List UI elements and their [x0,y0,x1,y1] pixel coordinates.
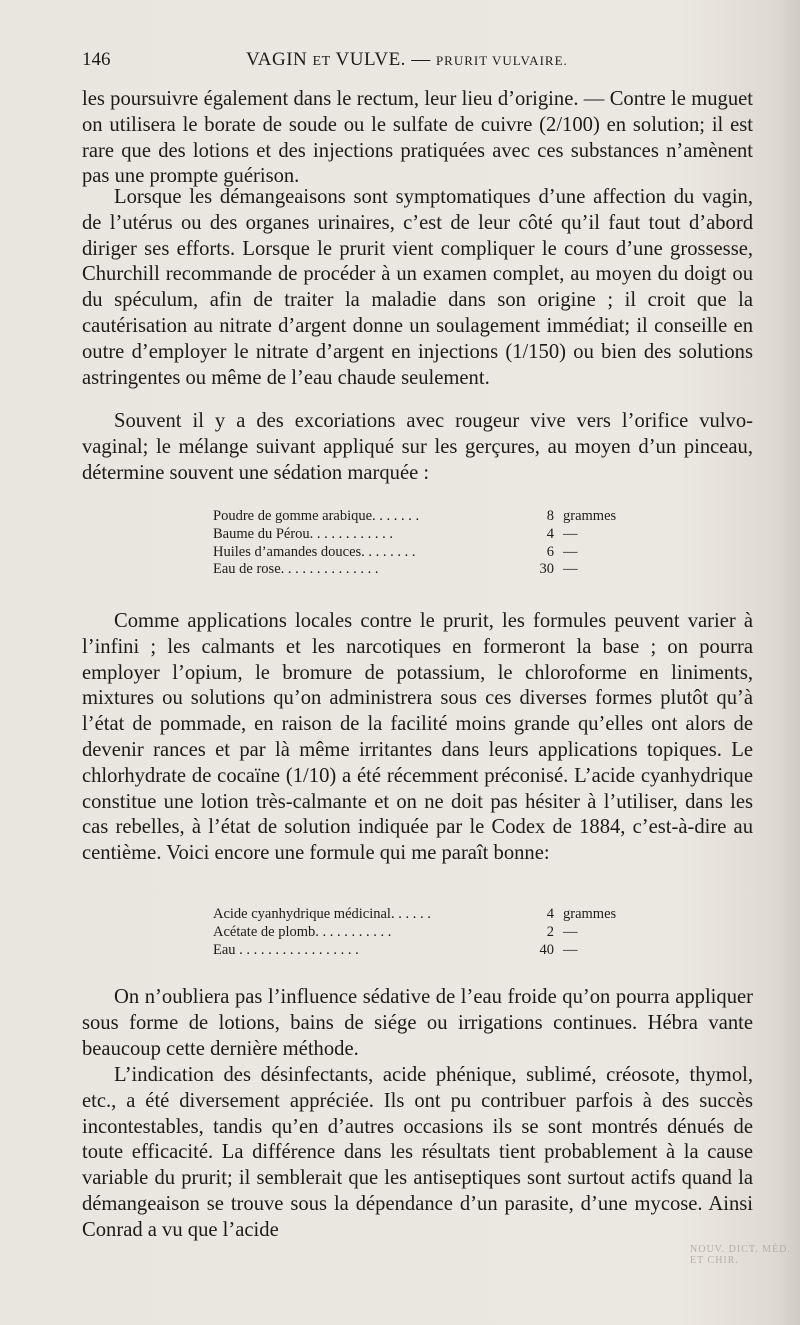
ingredient-unit: — [563,561,578,578]
ingredient-quantity: 40 [539,941,554,958]
running-head-connector: ET [312,54,331,69]
paragraph: Comme applications locales contre le prurit, les formules peuvent varier à l’infini ; les calmants et les narcotiques en formeront la base ; on pourra employer l’opium, le bromure de potassium, le chloroforme en liniments, mixtures ou solutions qu’on administrera sous ces diverses formes plutôt qu’à l’état de pommade, en raison de la facilité moins grande qu’elles ont alors de devenir rances et par là même irritantes dans leurs applications topiques. Le chlorhydrate de cocaïne (1/10) a été récemment préconisé. L’acide cyanhydrique constitue une lotion très-calmante et on ne doit pas hésiter à l’utiliser, dans les cas rebelles, à l’état de solution indiquée par le Codex de 1884, c’est-à-dire au centième. Voici encore une formule qui me paraît bonne: [82,610,753,865]
ingredient-name: Baume du Pérou. . . . . . . . . . . . [213,525,394,542]
ingredient-quantity: 30 [539,561,554,578]
formula-row [213,942,643,960]
ingredient-quantity: 2 [546,923,554,940]
page-header [82,46,762,74]
ingredient-unit: — [563,543,578,560]
ingredient-name: Eau de rose. . . . . . . . . . . . . . [213,561,379,578]
running-head-separator: — [411,49,431,70]
running-head-title-2: VULVE. [335,49,406,70]
ingredient-name: Acétate de plomb. . . . . . . . . . . [213,923,392,940]
ingredient-unit: — [563,525,578,542]
formula-row [213,544,643,562]
ingredient-quantity: 6 [546,543,554,560]
formula-row [213,508,643,526]
ingredient-quantity: 4 [546,525,554,542]
ingredient-quantity: 4 [546,906,554,922]
formula-row [213,906,643,924]
paragraph: les poursuivre également dans le rectum, leur lieu d’origine. — Contre le muguet on utilisera le borate de soude ou le sulfate de cuivre (2/100) en solution; il est rare que des lotions et des injections pratiquées avec ces substances n’amènent pas une prompte guérison. [82,88,753,188]
ingredient-unit: — [563,923,578,940]
ingredient-name: Acide cyanhydrique médicinal. . . . . . [213,906,431,922]
formula-row [213,561,643,579]
ingredient-name: Eau . . . . . . . . . . . . . . . . . [213,941,359,958]
paragraph: L’indication des désinfectants, acide phénique, sublimé, créosote, thymol, etc., a été diversement appréciée. Ils ont pu contribuer parfois à des succès incontestables, tandis qu’en d’autres occasions ils se sont montrés dénués de toute efficacité. La différence dans les résultats tient probablement à la cause variable du prurit; il semblerait que les antiseptiques sont surtout actifs quand la démangeaison se trouve sous la dépendance d’un parasite, d’une mycose. Ainsi Conrad a vu que l’acide [82,1064,753,1241]
show-through-footer: NOUV. DICT. MÉD. ET CHIR. [690,1244,791,1266]
ingredient-name: Huiles d’amandes douces. . . . . . . . [213,543,416,560]
formula-row [213,526,643,544]
paragraph: Souvent il y a des excoriations avec rougeur vive vers l’orifice vulvo-vaginal; le mélange suivant appliqué sur les gerçures, au moyen d’un pinceau, détermine souvent une sédation marquée : [82,410,753,484]
running-head-section: PRURIT VULVAIRE. [435,53,568,68]
formula-table-2 [213,906,643,959]
ingredient-quantity: 8 [546,508,554,524]
running-head [246,46,568,76]
running-head-title: VAGIN [246,49,308,70]
ingredient-unit: — [563,941,578,958]
ingredient-name: Poudre de gomme arabique. . . . . . . [213,508,420,524]
page-number: 146 [82,49,111,70]
paragraph: On n’oubliera pas l’influence sédative de l’eau froide qu’on pourra appliquer sous forme de lotions, bains de siége ou irrigations continues. Hébra vante beaucoup cette dernière méthode. [82,986,753,1060]
formula-row [213,924,643,942]
ingredient-unit: grammes [563,508,617,524]
ingredient-unit: grammes [563,906,617,922]
formula-table-1 [213,508,643,579]
paragraph: Lorsque les démangeaisons sont symptomatiques d’une affection du vagin, de l’utérus ou des organes urinaires, c’est de leur côté qu’il faut tout d’abord diriger ses efforts. Lorsque le prurit vient compliquer le cours d’une grossesse, Churchill recommande de procéder à un examen complet, au moyen du doigt ou du spéculum, afin de traiter la maladie dans son origine ; il croit que la cautérisation au nitrate d’argent donne un soulagement immédiat; il conseille en outre d’employer le nitrate d’argent en injections (1/150) ou bien des solutions astringentes ou même de l’eau chaude seulement. [82,186,753,389]
